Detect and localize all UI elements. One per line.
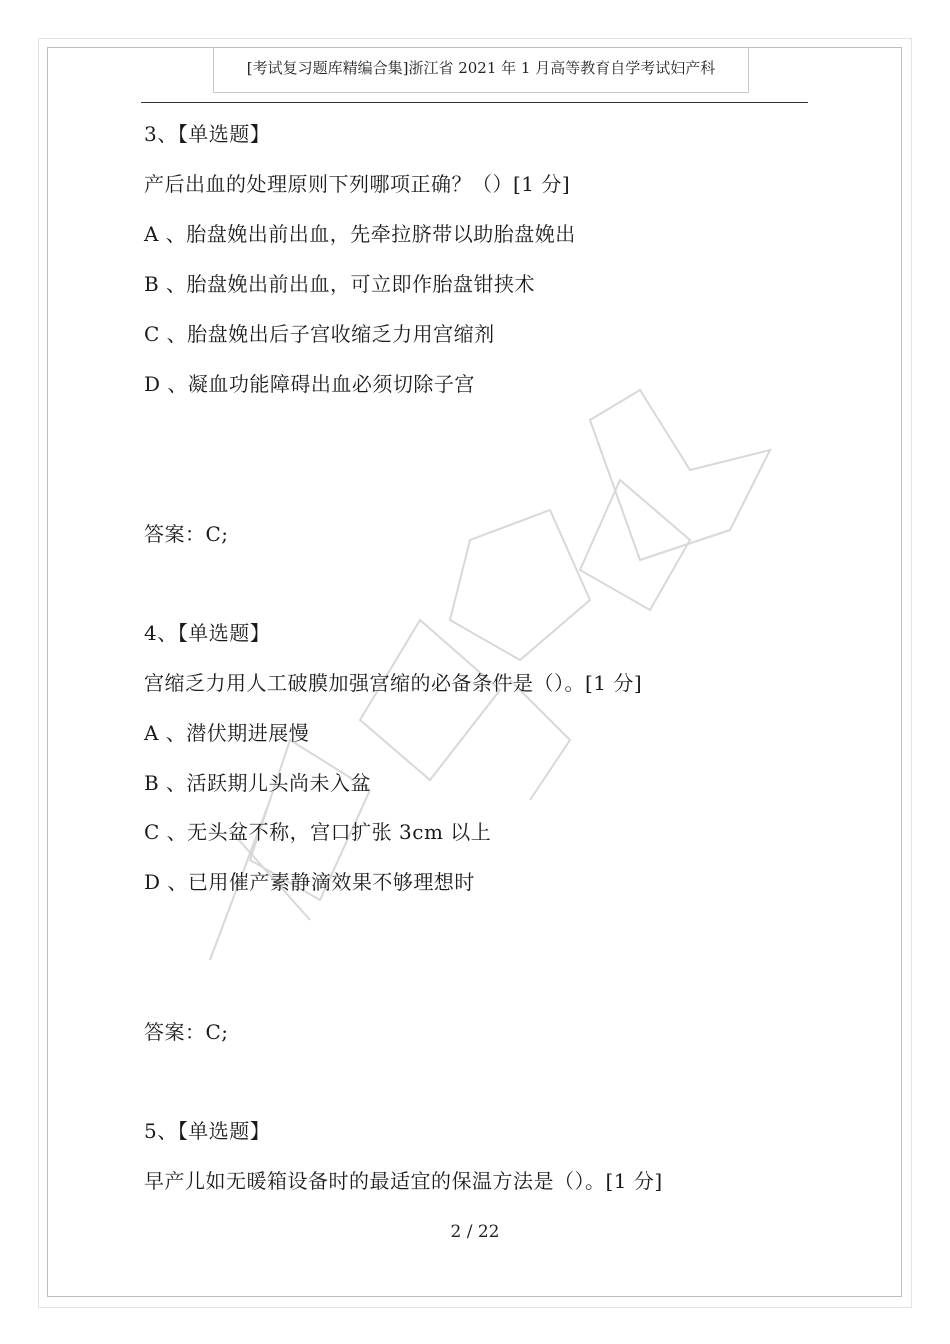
question-3-option-a: A 、胎盘娩出前出血，先牵拉脐带以助胎盘娩出: [144, 222, 576, 246]
question-3-answer: 答案：C;: [144, 522, 229, 546]
question-4-option-a: A 、潜伏期进展慢: [144, 721, 310, 745]
question-5-heading: 5、【单选题】: [144, 1119, 271, 1143]
question-3-option-d: D 、凝血功能障碍出血必须切除子宫: [144, 372, 475, 396]
question-4-answer: 答案：C;: [144, 1020, 229, 1044]
page-number: 2 / 22: [450, 1222, 500, 1242]
question-3-heading: 3、【单选题】: [144, 122, 271, 146]
question-4-heading: 4、【单选题】: [144, 621, 271, 645]
question-4-option-b: B 、活跃期儿头尚未入盆: [144, 771, 372, 795]
header-rule: [141, 102, 808, 103]
page-header: [213, 47, 749, 93]
question-5-stem: 早产儿如无暖箱设备时的最适宜的保温方法是（）。[1 分]: [144, 1169, 663, 1193]
question-4-option-d: D 、已用催产素静滴效果不够理想时: [144, 870, 475, 894]
question-3-stem: 产后出血的处理原则下列哪项正确？（）[1 分]: [144, 172, 571, 196]
question-3-option-c: C 、胎盘娩出后子宫收缩乏力用宫缩剂: [144, 322, 495, 346]
question-4-option-c: C 、无头盆不称，宫口扩张 3cm 以上: [144, 820, 492, 844]
header-title: [考试复习题库精编合集]浙江省 2021 年 1 月高等教育自学考试妇产科: [246, 59, 716, 77]
question-4-stem: 宫缩乏力用人工破膜加强宫缩的必备条件是（）。[1 分]: [144, 671, 643, 695]
question-3-option-b: B 、胎盘娩出前出血，可立即作胎盘钳挟术: [144, 272, 536, 296]
